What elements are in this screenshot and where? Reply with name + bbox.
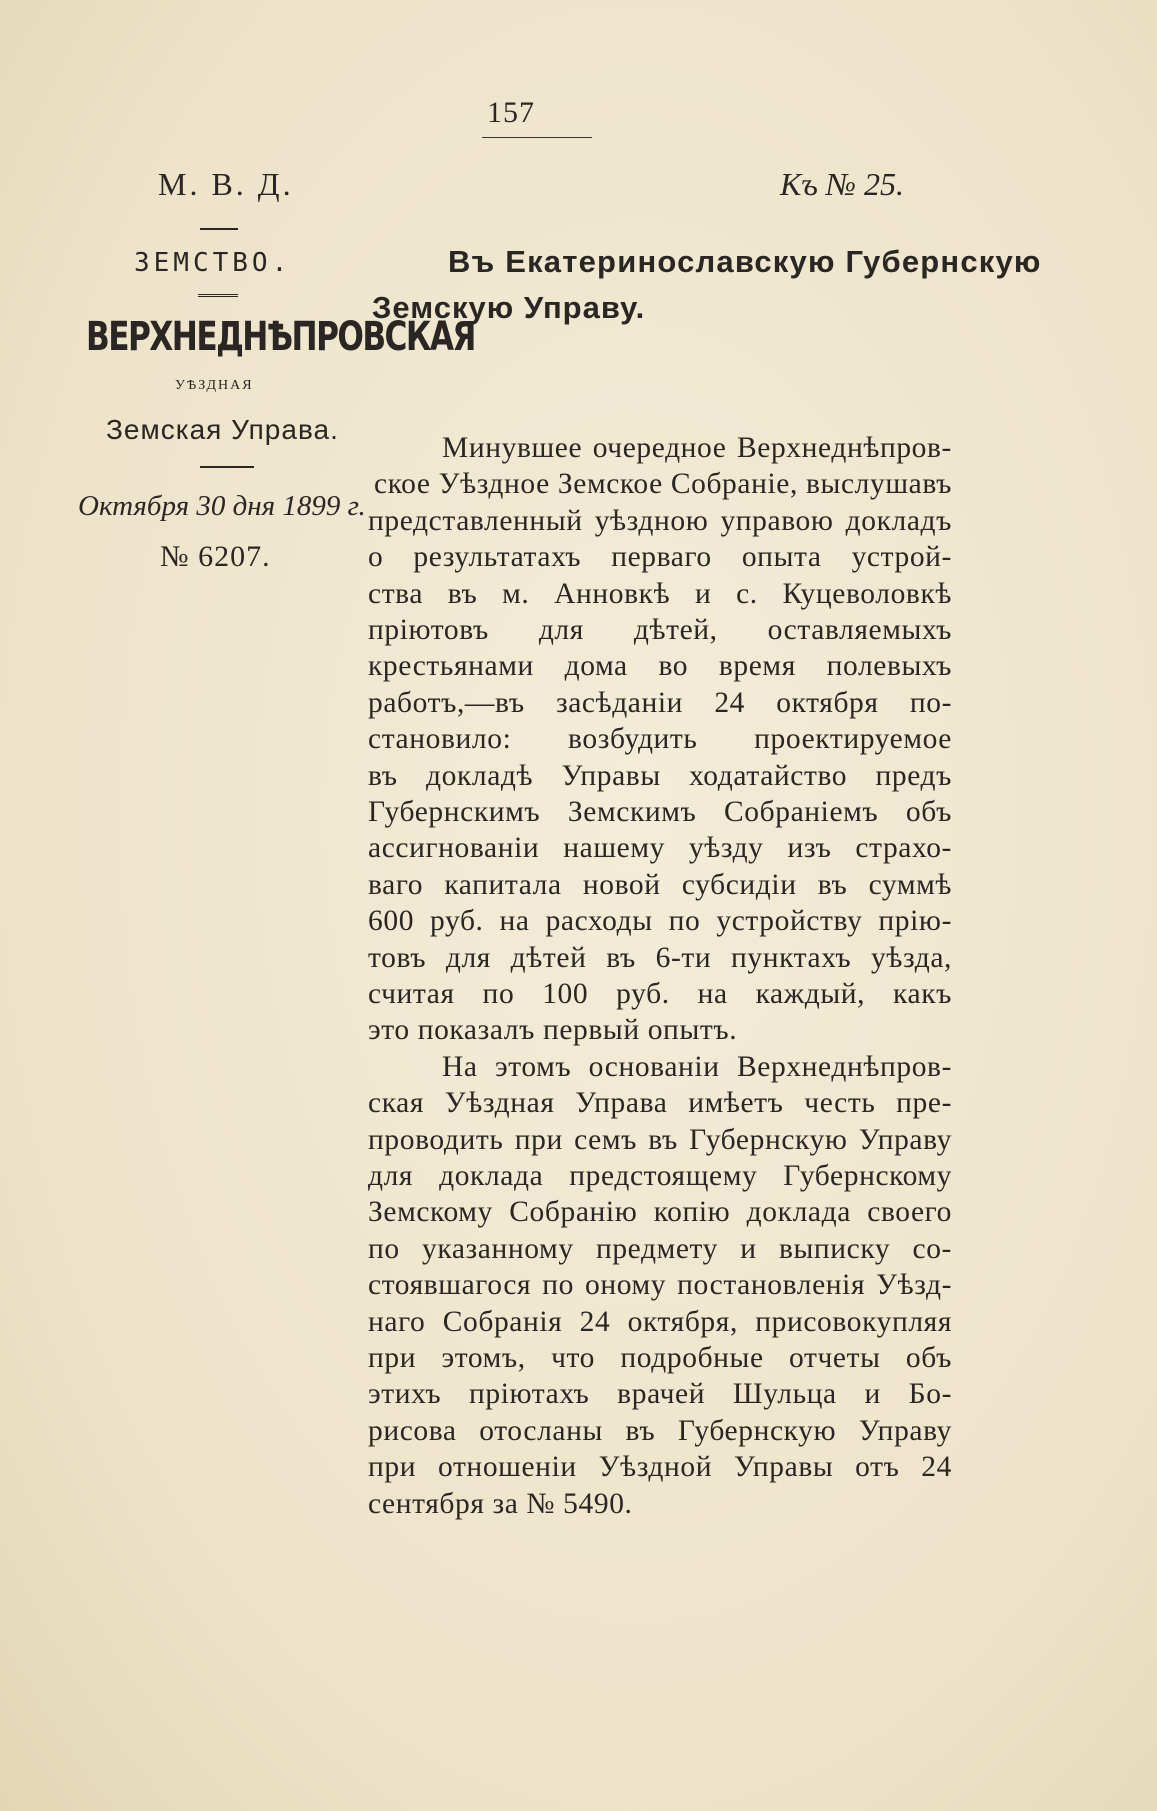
address-line-1: Въ Екатеринославскую Губернскую [448,244,1042,279]
body-line: это показалъ первый опытъ. [368,1014,738,1047]
body-line: ства въ м. Анновкѣ и с. Куцеволовкѣ [368,577,952,610]
address-line-2: Земскую Управу. [372,290,646,325]
document-number: № 6207. [160,540,271,573]
divider [200,228,238,230]
body-line: по указанному предмету и выписку со- [368,1232,952,1265]
body-line: Земскому Собранію копію доклада своего [368,1196,952,1229]
body-line: ассигнованіи нашему уѣзду изъ страхо- [368,832,952,865]
document-date: Октября 30 дня 1899 г. [78,490,366,522]
body-line: при отношеніи Уѣздной Управы отъ 24 [368,1451,952,1484]
body-line: для доклада предстоящему Губернскому [368,1160,952,1192]
body-line: 600 руб. на расходы по устройству прію- [368,905,952,938]
body-line: въ докладѣ Управы ходатайство предъ [368,759,952,792]
divider [200,466,254,468]
double-divider [198,294,238,297]
body-line: считая по 100 руб. на каждый, какъ [368,978,952,1010]
body-line: рисова отосланы въ Губернскую Управу [368,1414,952,1447]
zemstvo-heading: ЗЕМСТВО. [134,248,292,278]
reference-number: Къ № 25. [780,166,905,202]
body-line: На этомъ основаніи Верхнеднѣпров- [442,1050,952,1083]
uezdnaya-label: УѢЗДНАЯ [175,378,254,393]
body-line: проводить при семъ въ Губернскую Управу [368,1123,952,1156]
body-line: крестьянами дома во время полевыхъ [368,650,952,683]
body-line: становило: возбудить проектируемое [368,723,952,756]
body-line: наго Собранія 24 октября, присовокупляя [368,1305,952,1338]
body-line: этихъ пріютахъ врачей Шульца и Бо- [368,1378,952,1411]
page-number-rule [482,137,592,138]
body-line: сентября за № 5490. [368,1487,633,1520]
body-line: при этомъ, что подробные отчеты объ [368,1342,952,1374]
body-line: Минувшее очередное Верхнеднѣпров- [442,432,952,464]
ministry-abbrev: М. В. Д. [158,166,294,202]
page-number: 157 [487,96,535,129]
body-line: стоявшагося по оному постановленія Уѣзд- [368,1269,952,1302]
body-line: представленный уѣздною управою докладъ [368,504,952,537]
board-name: Земская Управа. [106,414,339,445]
body-line: ваго капитала новой субсидіи въ суммѣ [368,868,952,901]
body-line: товъ для дѣтей въ 6-ти пунктахъ уѣзда, [368,941,952,974]
body-line: Губернскимъ Земскимъ Собраніемъ объ [368,796,952,828]
district-name: ВЕРХНЕДНѢПРОВСКАЯ [86,314,475,360]
body-line: пріютовъ для дѣтей, оставляемыхъ [368,614,952,646]
body-line: о результатахъ перваго опыта устрой- [368,541,952,574]
body-line: ская Уѣздная Управа имѣетъ честь пре- [368,1087,952,1120]
body-line: работъ,—въ засѣданіи 24 октября по- [368,686,952,719]
body-line: ское Уѣздное Земское Собраніе, выслушавъ [374,468,952,501]
